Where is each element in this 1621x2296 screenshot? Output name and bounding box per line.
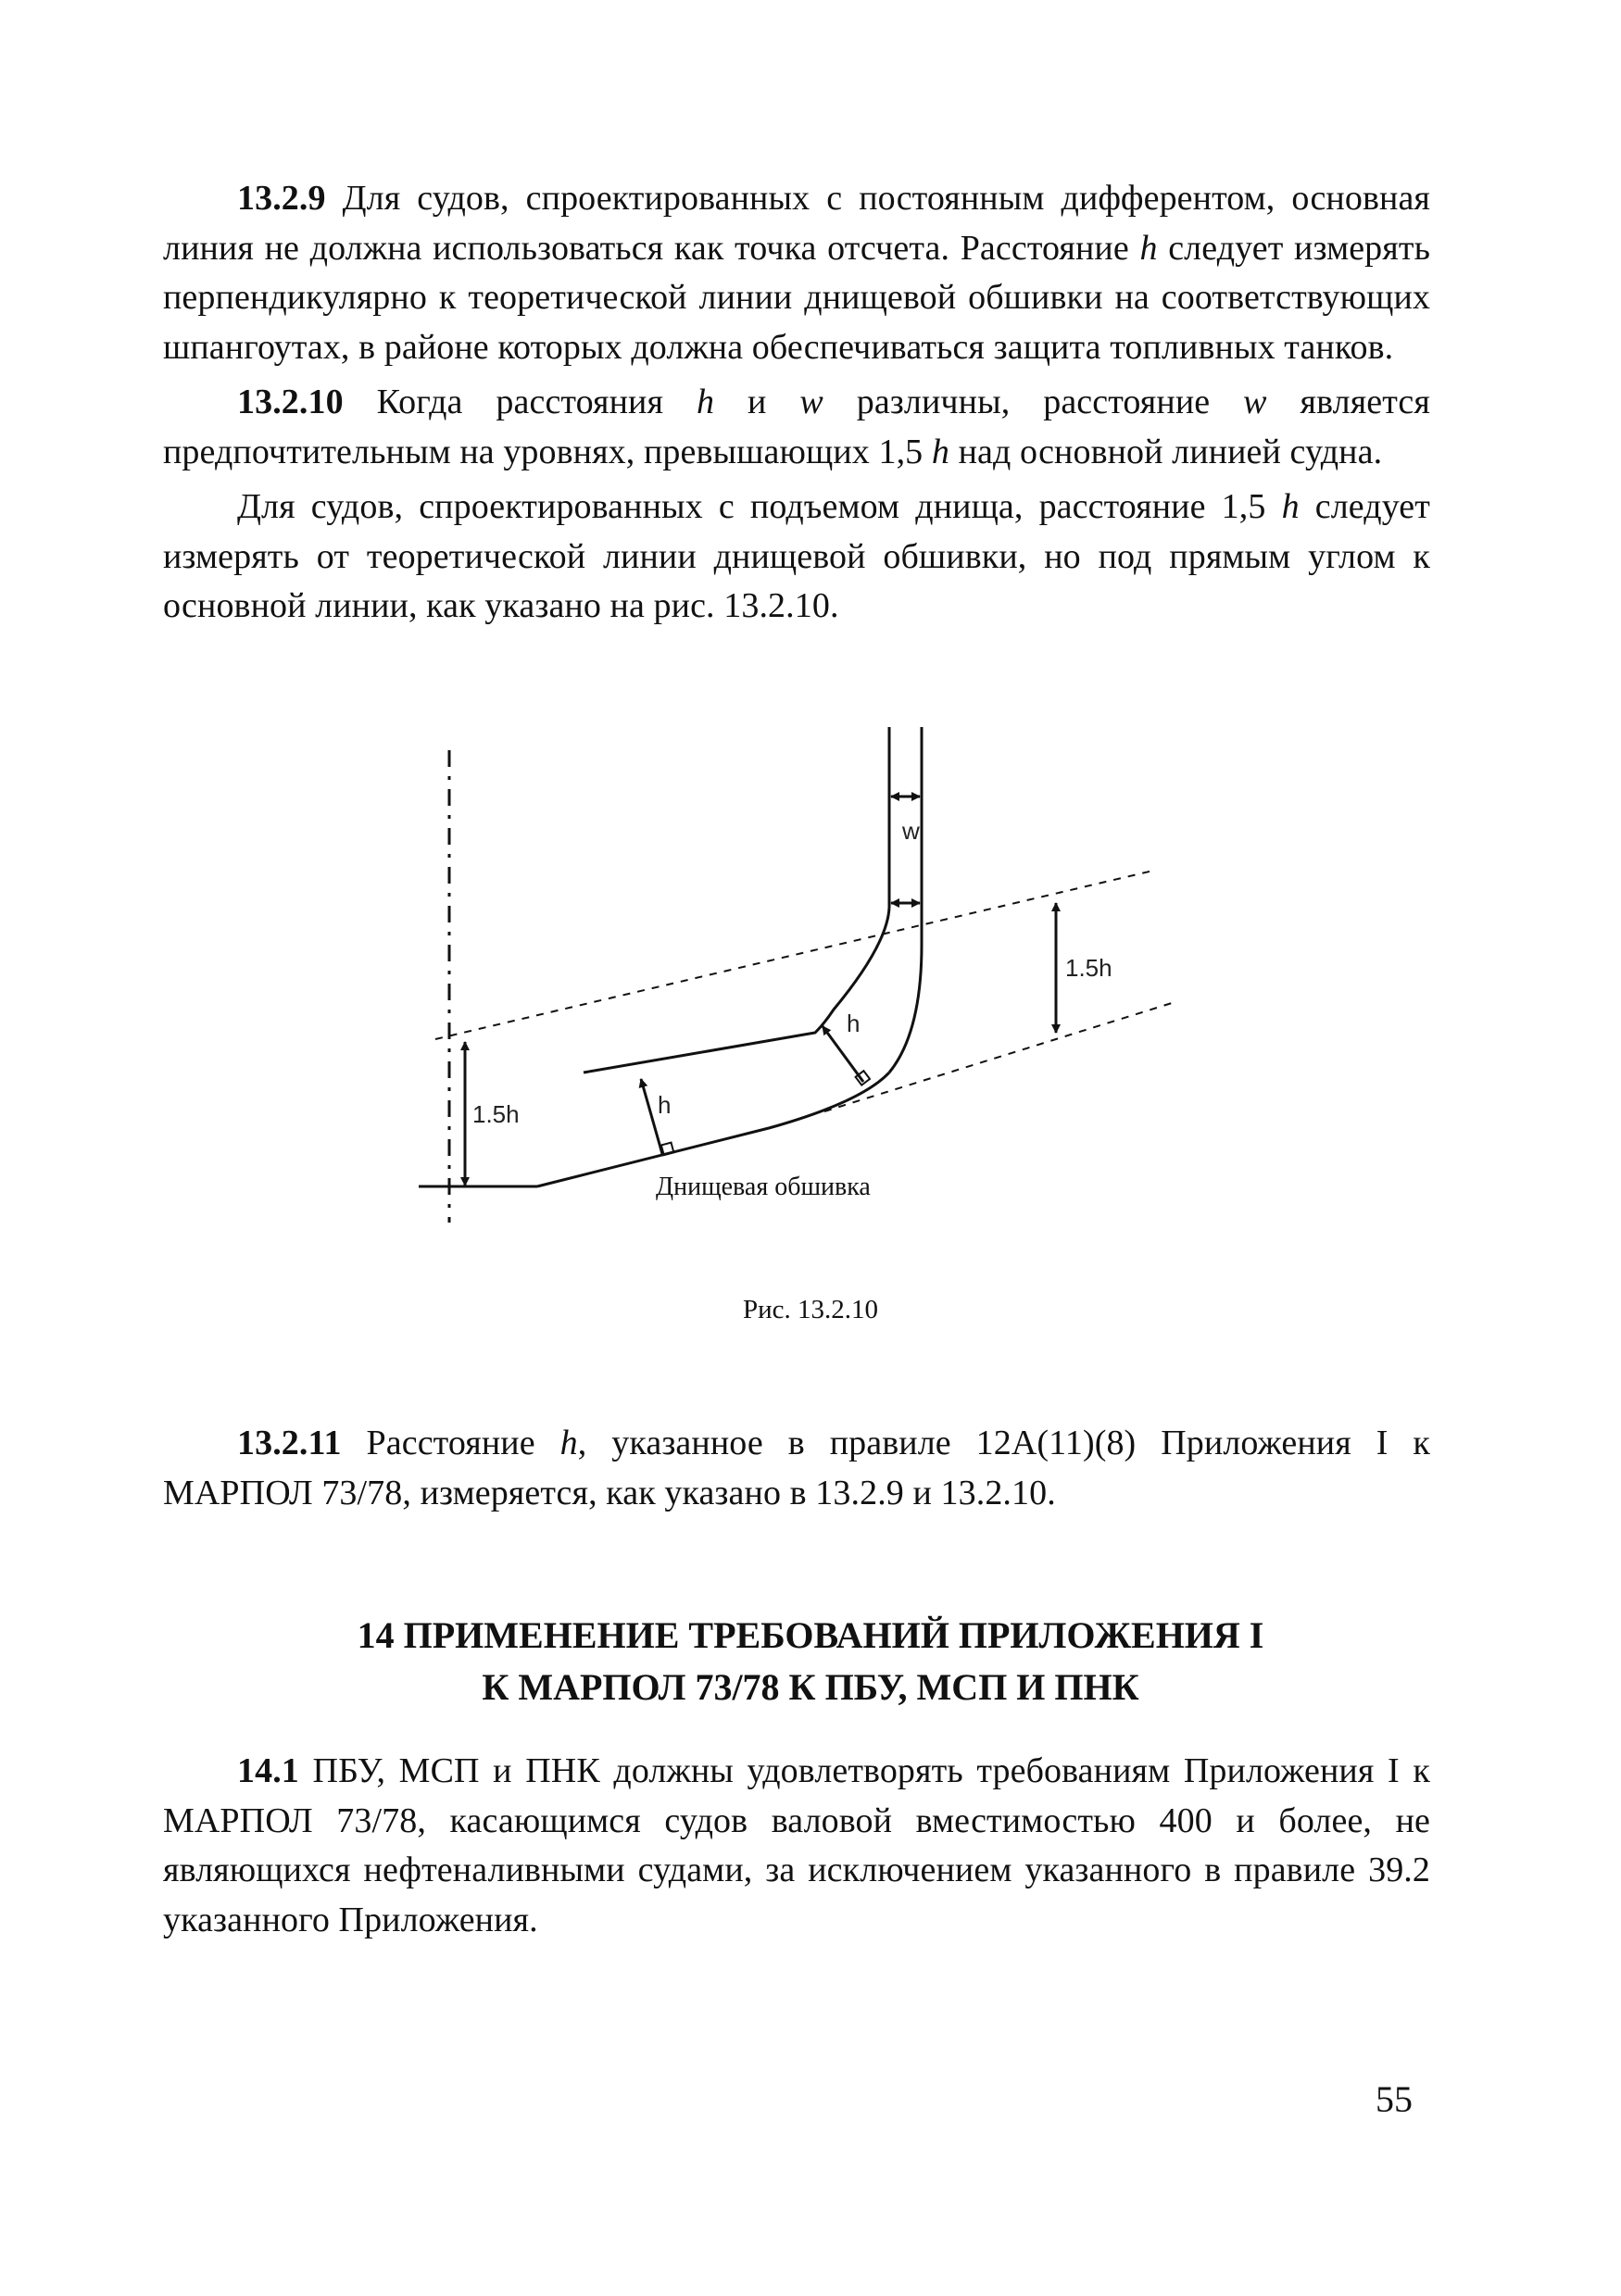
upper-dashed-line bbox=[435, 871, 1153, 1039]
paragraph-number: 14.1 bbox=[237, 1751, 299, 1790]
paragraph-number: 13.2.10 bbox=[237, 383, 344, 421]
paragraph-text: Для судов, спроектированных с постоянным дифферентом, основная линия не должна использоваться как точка отсчета. Расстояние bbox=[163, 179, 1430, 268]
paragraph-text: следует измерять от теоретической линии днищевой обшивки, но под прямым углом к основной линии, как указано на рис. 13.2.10. bbox=[163, 487, 1430, 625]
paragraph-text: и bbox=[714, 383, 800, 421]
label-1-5h-left: 1.5h bbox=[472, 1100, 520, 1128]
paragraph-text: w bbox=[799, 383, 823, 421]
paragraph-text: ПБУ, МСП и ПНК должны удовлетворять требованиям Приложения I к МАРПОЛ 73/78, касающимся судов валовой вместимостью 400 и более, не являющихся нефтеналивными судами, за исключением указанного в правиле 39.2 указанного Приложения. bbox=[163, 1751, 1430, 1939]
paragraph bbox=[163, 378, 1430, 477]
label-1-5h-right: 1.5h bbox=[1065, 954, 1112, 982]
paragraph-text: h bbox=[559, 1424, 578, 1462]
paragraph-text: следует измерять перпендикулярно к теоретической линии днищевой обшивки на соответствующих шпангоутах, в районе которых должна обеспечиваться защита топливных танков. bbox=[163, 228, 1430, 367]
section-14-1 bbox=[163, 1747, 1430, 1951]
section-13-2-9-10 bbox=[163, 174, 1430, 637]
paragraph-text: , указанное в правиле 12A(11)(8) Приложения I к МАРПОЛ 73/78, измеряется, как указано в 13.2.9 и 13.2.10. bbox=[163, 1424, 1430, 1512]
paragraph-text: h bbox=[696, 383, 715, 421]
lower-dashed-line bbox=[824, 1003, 1172, 1111]
paragraph-text: над основной линией судна. bbox=[949, 432, 1383, 471]
outer-hull-curve bbox=[889, 727, 922, 1073]
paragraph-number: 13.2.11 bbox=[237, 1424, 342, 1462]
heading-line-2: К МАРПОЛ 73/78 К ПБУ, МСП И ПНК bbox=[482, 1666, 1139, 1708]
paragraph-text: h bbox=[931, 432, 949, 471]
paragraph-text: h bbox=[1139, 228, 1158, 268]
label-w: w bbox=[902, 817, 920, 845]
section-heading-14 bbox=[0, 1610, 1621, 1713]
paragraph bbox=[163, 174, 1430, 372]
paragraph-text: Для судов, спроектированных с подъемом днища, расстояние 1,5 bbox=[237, 487, 1282, 526]
paragraph bbox=[163, 1747, 1430, 1945]
paragraph bbox=[163, 483, 1430, 632]
paragraph-text: h bbox=[1281, 487, 1300, 526]
label-bottom-plating: Днищевая обшивка bbox=[656, 1173, 871, 1201]
label-h-upper: h bbox=[847, 1010, 861, 1037]
figure-caption: Рис. 13.2.10 bbox=[742, 1295, 879, 1324]
page-number: 55 bbox=[1376, 2078, 1413, 2120]
inner-bottom-line bbox=[584, 908, 889, 1073]
heading-line-1: 14 ПРИМЕНЕНИЕ ТРЕБОВАНИЙ ПРИЛОЖЕНИЯ I bbox=[357, 1614, 1264, 1656]
figure-13-2-10 bbox=[398, 713, 1195, 1232]
paragraph-text: w bbox=[1243, 383, 1267, 421]
section-13-2-11 bbox=[163, 1419, 1430, 1524]
paragraph-text: является предпочтительным на уровнях, превышающих 1,5 bbox=[163, 383, 1430, 471]
paragraph-number: 13.2.9 bbox=[237, 179, 326, 218]
paragraph-text: Когда расстояния bbox=[343, 383, 697, 421]
paragraph-text: Расстояние bbox=[341, 1424, 560, 1462]
label-h-lower: h bbox=[658, 1091, 672, 1119]
paragraph-text: различны, расстояние bbox=[823, 383, 1244, 421]
bottom-plating-line bbox=[537, 1073, 889, 1186]
paragraph bbox=[163, 1419, 1430, 1518]
